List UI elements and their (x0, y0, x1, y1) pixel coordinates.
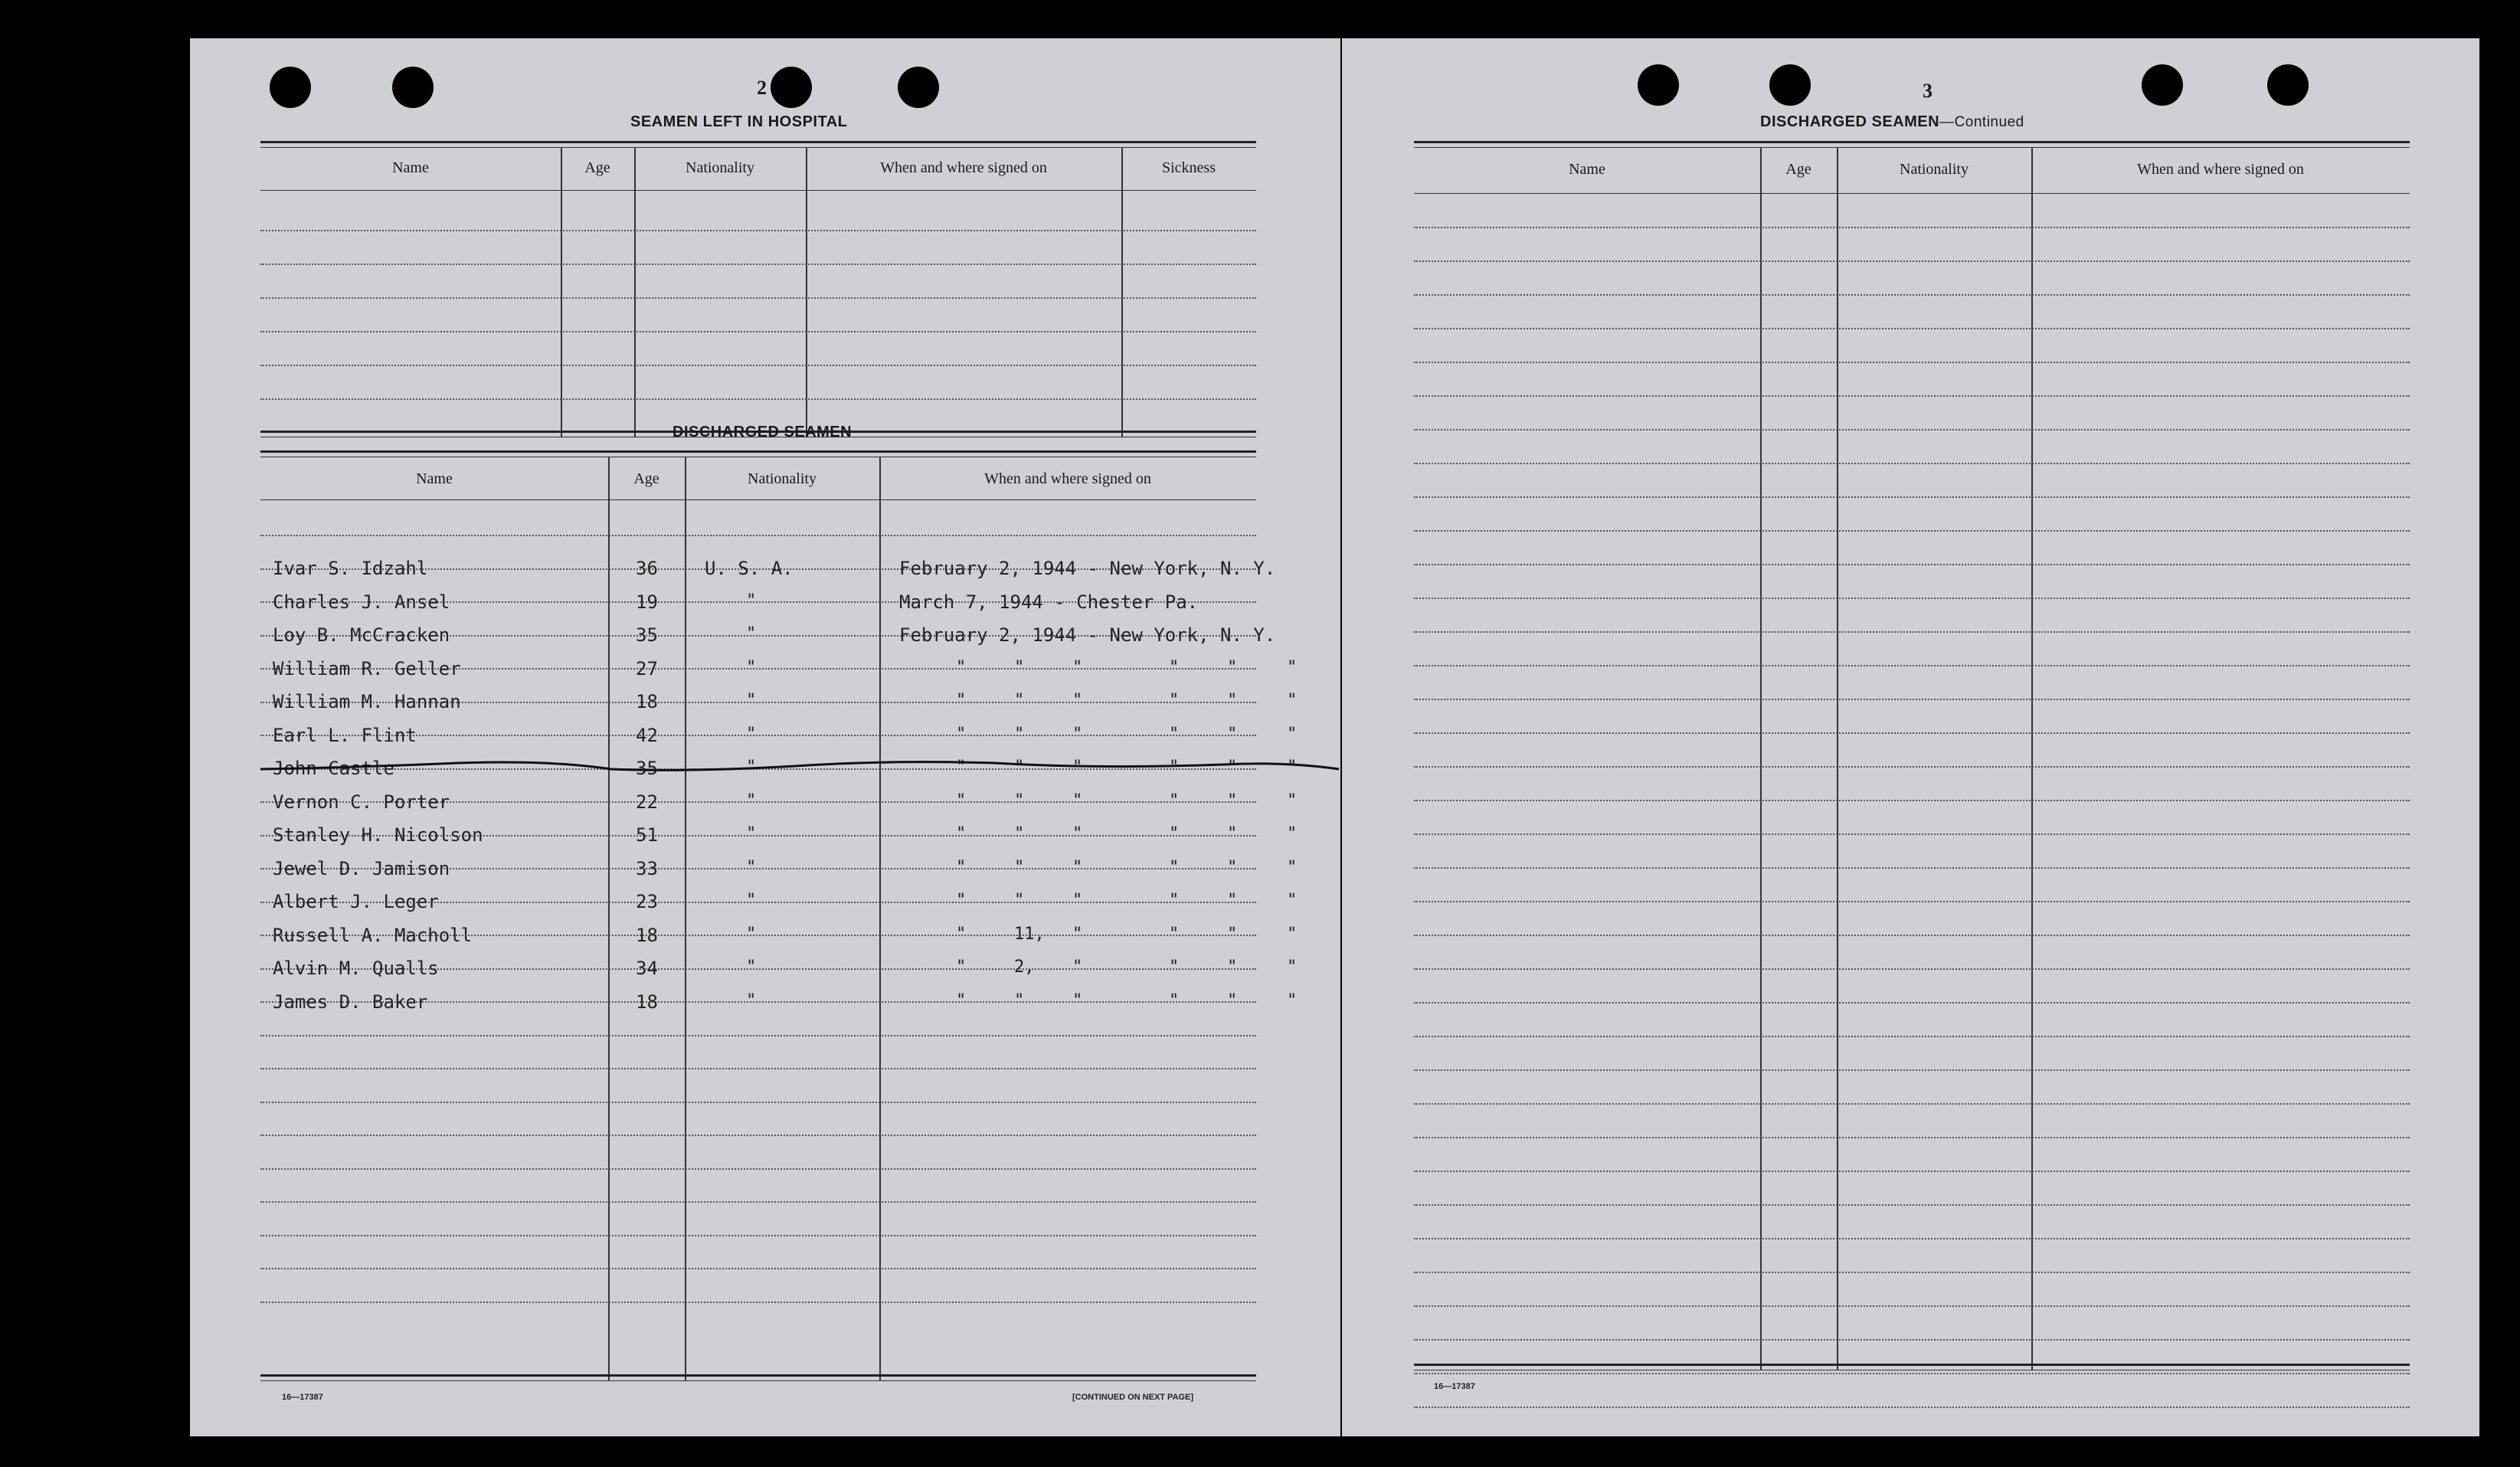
punch-hole (898, 67, 939, 108)
dotted-guide-line (1414, 1373, 2410, 1374)
seaman-signed-on-ditto: " (1227, 724, 1238, 744)
seaman-signed-on-ditto: " (1227, 958, 1238, 977)
left-page (190, 38, 1340, 1436)
seaman-signed-on-ditto: " (1287, 791, 1298, 810)
form-number: 16—17387 (1434, 1382, 1475, 1391)
seaman-nationality: " (746, 857, 757, 877)
discharged-header-signed-on: When and where signed on (984, 470, 1151, 487)
seaman-signed-on-ditto: " (1227, 924, 1238, 944)
dotted-guide-line (1414, 665, 2410, 666)
seaman-signed-on-ditto: " (1169, 691, 1180, 710)
cont-header-nationality: Nationality (1900, 161, 1969, 178)
seaman-signed-on-ditto: " (1287, 857, 1298, 877)
seaman-signed-on-ditto: " (1169, 991, 1180, 1010)
cont-header-age: Age (1785, 161, 1811, 178)
dotted-guide-line (1414, 1238, 2410, 1239)
seaman-signed-on-ditto: " (956, 891, 967, 910)
seaman-signed-on-ditto: " (1169, 824, 1180, 843)
seaman-signed-on-ditto: " (956, 991, 967, 1010)
seaman-nationality: " (746, 724, 757, 744)
seaman-signed-on-ditto: " (1287, 891, 1298, 910)
seaman-signed-on-ditto: " (1072, 791, 1083, 810)
dotted-guide-line (1414, 1069, 2410, 1071)
seaman-signed-on-ditto: " (1287, 691, 1298, 710)
seaman-signed-on-ditto: " (1169, 924, 1180, 944)
discharged-header-nationality: Nationality (748, 470, 817, 487)
hospital-header-signed-on: When and where signed on (880, 159, 1047, 176)
seaman-signed-on-ditto: " (1169, 857, 1180, 877)
seaman-age: 18 (636, 691, 658, 712)
seaman-age: 23 (636, 891, 658, 912)
seaman-signed-on-ditto: 2, (1014, 958, 1035, 977)
cont-header-name: Name (1569, 161, 1605, 178)
form-number: 16—17387 (282, 1393, 323, 1402)
hospital-header-name: Name (392, 159, 429, 176)
punch-hole (392, 67, 434, 108)
seaman-signed-on-ditto: " (1014, 724, 1025, 744)
discharged-continued-title (1760, 113, 2024, 131)
seaman-signed-on-ditto: " (1169, 724, 1180, 744)
seaman-signed-on-ditto: " (1227, 691, 1238, 710)
dotted-guide-line (260, 1268, 1256, 1269)
seaman-signed-on-ditto: " (1287, 657, 1298, 677)
dotted-guide-line (1414, 800, 2410, 801)
dotted-guide-line (1414, 1137, 2410, 1138)
seaman-nationality: " (746, 758, 757, 777)
dotted-guide-line (260, 1201, 1256, 1203)
seaman-signed-on-ditto: " (1072, 758, 1083, 777)
seaman-signed-on-ditto: " (956, 791, 967, 810)
seaman-signed-on-ditto: " (1014, 791, 1025, 810)
seaman-age: 22 (636, 791, 658, 813)
seaman-signed-on-ditto: " (1227, 891, 1238, 910)
dotted-guide-line (1414, 463, 2410, 464)
seaman-age: 18 (636, 924, 658, 946)
seaman-signed-on-ditto: " (1072, 724, 1083, 744)
dotted-guide-line (1414, 732, 2410, 734)
dotted-guide-line (1414, 362, 2410, 363)
dotted-guide-line (1414, 1272, 2410, 1273)
seaman-signed-on-ditto: " (1072, 891, 1083, 910)
dotted-guide-line (260, 1102, 1256, 1103)
seaman-age: 35 (636, 624, 658, 646)
dotted-guide-line (1414, 1103, 2410, 1105)
seaman-name: William M. Hannan (273, 691, 461, 712)
seaman-signed-on-ditto: " (956, 857, 967, 877)
seaman-nationality: U. S. A. (705, 558, 794, 579)
cont-header-signed-on: When and where signed on (2137, 161, 2304, 178)
seaman-signed-on-ditto: " (956, 691, 967, 710)
seaman-nationality: " (746, 657, 757, 677)
seaman-signed-on-ditto: " (1014, 824, 1025, 843)
seaman-name: Alvin M. Qualls (273, 958, 439, 979)
seaman-signed-on-ditto: " (1227, 857, 1238, 877)
dotted-guide-line (260, 1168, 1256, 1170)
seaman-age: 35 (636, 758, 658, 779)
seaman-signed-on-ditto: " (1227, 824, 1238, 843)
strikethrough-line (259, 746, 1340, 777)
seaman-signed-on-ditto: " (1287, 724, 1298, 744)
seaman-signed-on-ditto: " (1287, 758, 1298, 777)
dotted-guide-line (1414, 260, 2410, 262)
seaman-signed-on-ditto: " (956, 824, 967, 843)
punch-hole (771, 67, 812, 108)
dotted-guide-line (260, 1068, 1256, 1069)
punch-hole (2142, 64, 2183, 106)
dotted-guide-line (1414, 901, 2410, 902)
seaman-age: 42 (636, 724, 658, 746)
seaman-signed-on-ditto: " (1227, 791, 1238, 810)
dotted-guide-line (1414, 496, 2410, 498)
discharged-title: DISCHARGED SEAMEN (673, 424, 853, 440)
dotted-guide-line (1414, 1339, 2410, 1341)
seaman-age: 34 (636, 958, 658, 979)
seaman-nationality: " (746, 991, 757, 1010)
seaman-name: Earl L. Flint (273, 724, 417, 746)
dotted-guide-line (1414, 328, 2410, 329)
dotted-guide-line (260, 535, 1256, 536)
hospital-header-sickness: Sickness (1162, 159, 1216, 176)
seaman-name: Loy B. McCracken (273, 624, 450, 646)
seaman-signed-on-ditto: " (1287, 958, 1298, 977)
seaman-signed-on-ditto: " (1287, 991, 1298, 1010)
seaman-nationality: " (746, 624, 757, 643)
dotted-guide-line (1414, 1171, 2410, 1172)
dotted-guide-line (260, 1135, 1256, 1136)
seaman-signed-on-ditto: " (1169, 791, 1180, 810)
seaman-signed-on-ditto: " (1072, 657, 1083, 677)
seaman-signed-on-ditto: 11, (1014, 924, 1045, 944)
seaman-name: Charles J. Ansel (273, 591, 450, 613)
seaman-nationality: " (746, 824, 757, 843)
discharged-header-age: Age (633, 470, 659, 487)
dotted-guide-line (260, 1302, 1256, 1303)
seaman-nationality: " (746, 891, 757, 910)
seaman-name: Jewel D. Jamison (273, 857, 450, 879)
seaman-signed-on-ditto: " (956, 958, 967, 977)
seaman-signed-on: February 2, 1944 - New York, N. Y. (899, 624, 1276, 646)
hospital-header-age: Age (584, 159, 610, 176)
seaman-signed-on-ditto: " (1072, 924, 1083, 944)
punch-hole (1638, 64, 1679, 106)
seaman-signed-on-ditto: " (1287, 824, 1298, 843)
seaman-nationality: " (746, 958, 757, 977)
seaman-name: Ivar S. Idzahl (273, 558, 428, 579)
dotted-guide-line (260, 1235, 1256, 1236)
seaman-signed-on-ditto: " (1072, 691, 1083, 710)
seaman-name: James D. Baker (273, 991, 428, 1013)
dotted-guide-line (1414, 1036, 2410, 1037)
hospital-header-nationality: Nationality (686, 159, 754, 176)
seaman-signed-on: February 2, 1944 - New York, N. Y. (899, 558, 1276, 579)
seaman-signed-on: March 7, 1944 - Chester Pa. (899, 591, 1199, 613)
seaman-signed-on-ditto: " (1169, 758, 1180, 777)
seaman-signed-on-ditto: " (1227, 657, 1238, 677)
seaman-signed-on-ditto: " (1227, 991, 1238, 1010)
seaman-signed-on-ditto: " (1287, 924, 1298, 944)
seaman-signed-on-ditto: " (1227, 758, 1238, 777)
title-main: DISCHARGED SEAMEN (1760, 113, 1940, 130)
seaman-signed-on-ditto: " (1072, 991, 1083, 1010)
seaman-name: William R. Geller (273, 657, 461, 679)
dotted-guide-line (1414, 1305, 2410, 1307)
seaman-signed-on-ditto: " (956, 657, 967, 677)
dotted-guide-line (1414, 598, 2410, 599)
hospital-title: SEAMEN LEFT IN HOSPITAL (630, 113, 848, 130)
dotted-guide-line (1414, 1204, 2410, 1206)
dotted-guide-line (1414, 631, 2410, 633)
right-page (1342, 38, 2479, 1436)
dotted-guide-line (1414, 1406, 2410, 1408)
seaman-age: 33 (636, 857, 658, 879)
seaman-signed-on-ditto: " (1014, 991, 1025, 1010)
dotted-guide-line (1414, 968, 2410, 970)
seaman-signed-on-ditto: " (956, 724, 967, 744)
seaman-nationality: " (746, 691, 757, 710)
discharged-header-name: Name (416, 470, 453, 487)
seaman-name: Albert J. Leger (273, 891, 439, 912)
dotted-guide-line (260, 1035, 1256, 1036)
dotted-guide-line (1414, 395, 2410, 397)
dotted-guide-line (1414, 833, 2410, 835)
seaman-signed-on-ditto: " (1072, 824, 1083, 843)
seaman-signed-on-ditto: " (1014, 891, 1025, 910)
seaman-age: 51 (636, 824, 658, 846)
dotted-guide-line (1414, 294, 2410, 296)
dotted-guide-line (1414, 766, 2410, 768)
dotted-guide-line (1414, 227, 2410, 228)
seaman-signed-on-ditto: " (1169, 657, 1180, 677)
punch-hole (1769, 64, 1811, 106)
dotted-guide-line (1414, 935, 2410, 936)
seaman-age: 18 (636, 991, 658, 1013)
punch-hole (270, 67, 311, 108)
continued-note: [CONTINUED ON NEXT PAGE] (1072, 1393, 1194, 1402)
seaman-nationality: " (746, 591, 757, 611)
dotted-guide-line (1414, 699, 2410, 700)
seaman-signed-on-ditto: " (1169, 891, 1180, 910)
seaman-signed-on-ditto: " (1014, 657, 1025, 677)
punch-hole (2267, 64, 2309, 106)
seaman-signed-on-ditto: " (1014, 857, 1025, 877)
dotted-guide-line (1414, 429, 2410, 431)
dotted-guide-line (1414, 564, 2410, 565)
page-number: 2 (757, 77, 767, 99)
seaman-name: John Castle (273, 758, 394, 779)
seaman-name: Russell A. Macholl (273, 924, 473, 946)
seaman-signed-on-ditto: " (1014, 691, 1025, 710)
seaman-nationality: " (746, 924, 757, 944)
seaman-signed-on-ditto: " (1169, 958, 1180, 977)
dotted-guide-line (1414, 530, 2410, 532)
dotted-guide-line (1414, 1002, 2410, 1004)
seaman-age: 36 (636, 558, 658, 579)
dotted-guide-line (1414, 867, 2410, 869)
seaman-name: Stanley H. Nicolson (273, 824, 483, 846)
page-number: 3 (1923, 80, 1933, 102)
title-suffix: —Continued (1939, 114, 2024, 130)
seaman-nationality: " (746, 791, 757, 810)
seaman-name: Vernon C. Porter (273, 791, 450, 813)
seaman-age: 19 (636, 591, 658, 613)
seaman-signed-on-ditto: " (1072, 958, 1083, 977)
seaman-signed-on-ditto: " (956, 924, 967, 944)
seaman-signed-on-ditto: " (1072, 857, 1083, 877)
seaman-signed-on-ditto: " (1014, 758, 1025, 777)
seaman-age: 27 (636, 657, 658, 679)
seaman-signed-on-ditto: " (956, 758, 967, 777)
